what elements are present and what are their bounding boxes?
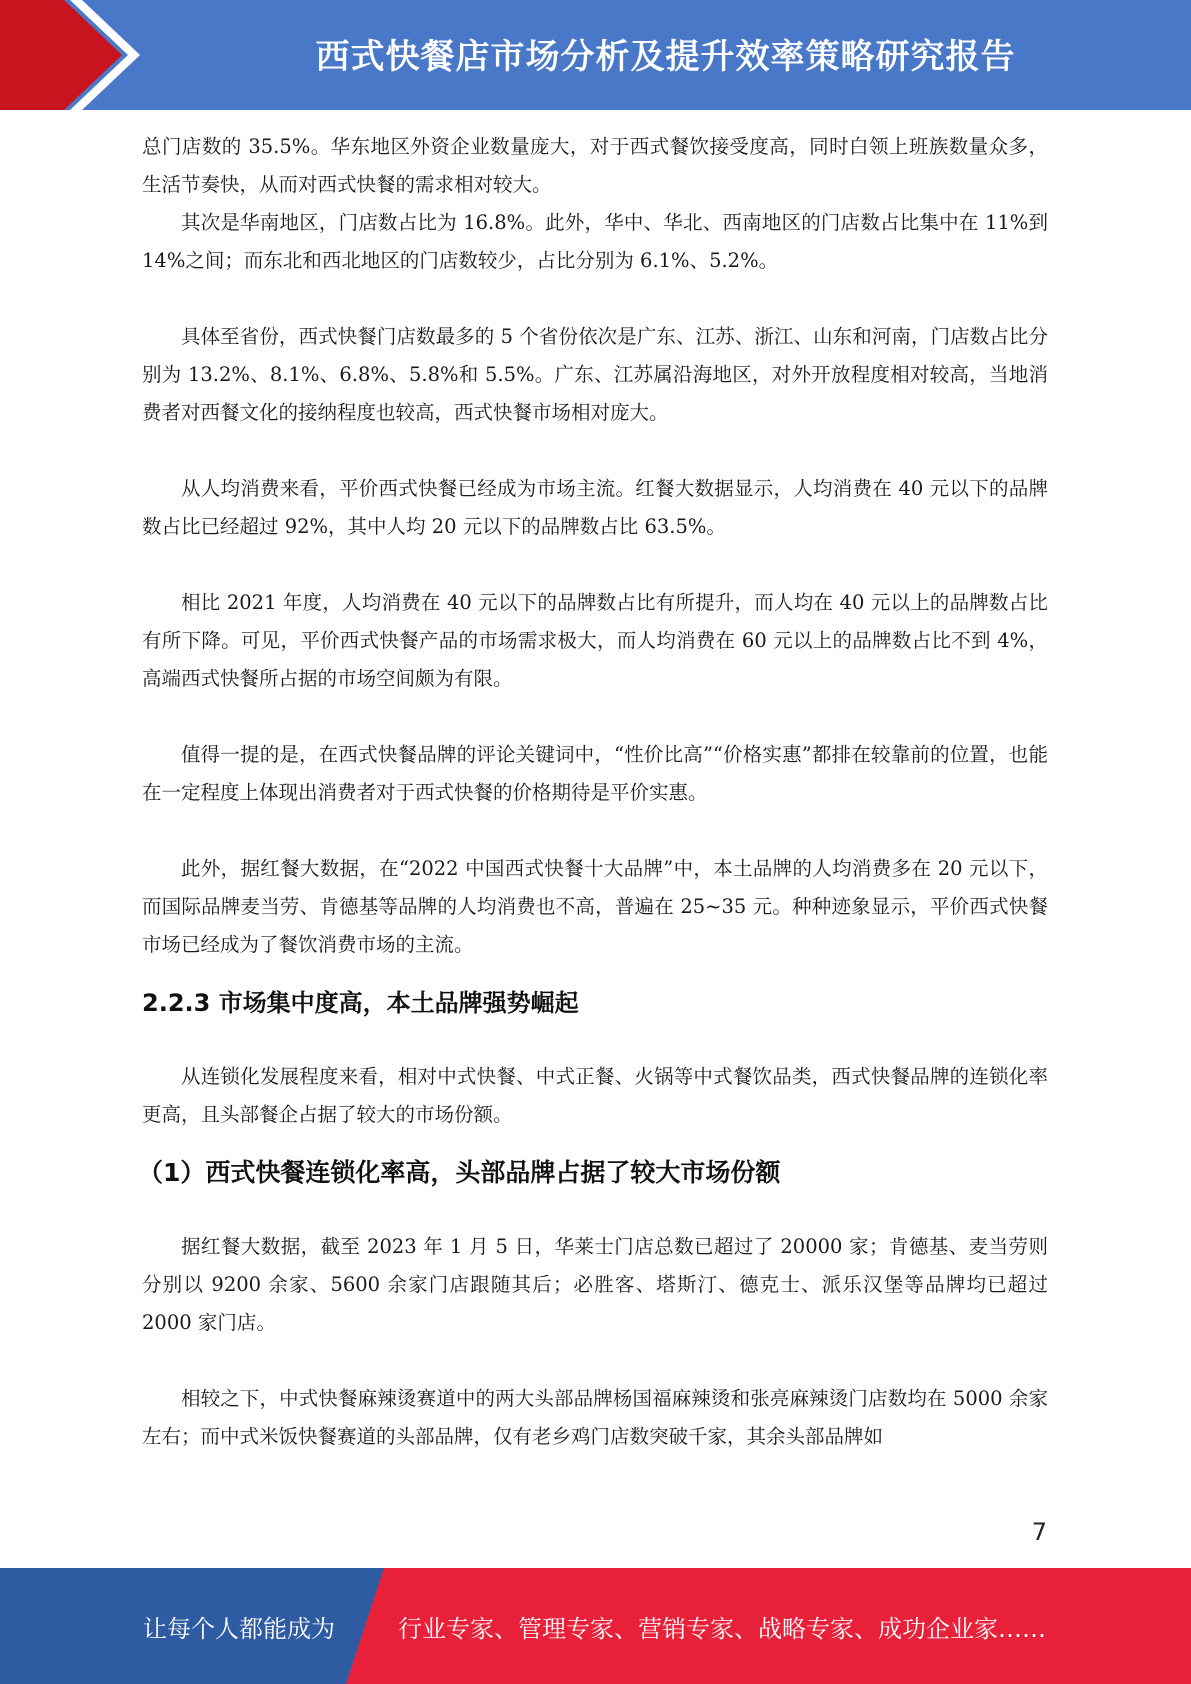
paragraph-5: 相比 2021 年度，人均消费在 40 元以下的品牌数占比有所提升，而人均在 40 元以上的品牌数占比有所下降。可见，平价西式快餐产品的市场需求极大，而人均消费在 60 元以上的品牌数占比不到 4%，高端西式快餐所占据的市场空间颇为有限。 [142,591,1048,690]
section-heading-2-2-3: 2.2.3 市场集中度高，本土品牌强势崛起 [142,989,579,1017]
page-header [0,0,1191,110]
paragraph-6: 值得一提的是，在西式快餐品牌的评论关键词中，“性价比高”“价格实惠”都排在较靠前的位置，也能在一定程度上体现出消费者对于西式快餐的价格期待是平价实惠。 [142,743,1048,804]
paragraph-1: 总门店数的 35.5%。华东地区外资企业数量庞大，对于西式餐饮接受度高，同时白领上班族数量众多，生活节奏快，从而对西式快餐的需求相对较大。 [142,135,1048,196]
paragraph-9: 据红餐大数据，截至 2023 年 1 月 5 日，华莱士门店总数已超过了 20000 家；肯德基、麦当劳则分别以 9200 余家、5600 余家门店跟随其后；必胜客、塔斯汀、德克士、派乐汉堡等品牌均已超过 2000 家门店。 [142,1235,1048,1334]
page-content [138,128,1048,1456]
paragraph-4: 从人均消费来看，平价西式快餐已经成为市场主流。红餐大数据显示，人均消费在 40 元以下的品牌数占比已经超过 92%，其中人均 20 元以下的品牌数占比 63.5%。 [142,477,1048,538]
paragraph-2: 其次是华南地区，门店数占比为 16.8%。此外，华中、华北、西南地区的门店数占比集中在 11%到 14%之间；而东北和西北地区的门店数较少，占比分别为 6.1%、5.2%。 [142,211,1048,272]
page-number: 7 [1031,1518,1047,1546]
paragraph-10: 相较之下，中式快餐麻辣烫赛道中的两大头部品牌杨国福麻辣烫和张亮麻辣烫门店数均在 5000 余家左右；而中式米饭快餐赛道的头部品牌，仅有老乡鸡门店数突破千家，其余头部品牌如 [142,1387,1048,1448]
header-arrow-icon [0,0,150,110]
footer-slogan: 让每个人都能成为 [143,1614,335,1643]
page-footer [0,1568,1191,1684]
paragraph-3: 具体至省份，西式快餐门店数最多的 5 个省份依次是广东、江苏、浙江、山东和河南，门店数占比分别为 13.2%、8.1%、6.8%、5.8%和 5.5%。广东、江苏属沿海地区，对外开放程度相对较高，当地消费者对西餐文化的接纳程度也较高，西式快餐市场相对庞大。 [142,325,1048,424]
paragraph-8: 从连锁化发展程度来看，相对中式快餐、中式正餐、火锅等中式餐饮品类，西式快餐品牌的连锁化率更高，且头部餐企占据了较大的市场份额。 [142,1065,1048,1126]
report-title: 西式快餐店市场分析及提升效率策略研究报告 [315,36,1016,77]
paragraph-7: 此外，据红餐大数据，在“2022 中国西式快餐十大品牌”中，本土品牌的人均消费多在 20 元以下，而国际品牌麦当劳、肯德基等品牌的人均消费也不高，普遍在 25~35 元。种种迹象显示，平价西式快餐市场已经成为了餐饮消费市场的主流。 [142,857,1048,956]
subsection-heading-1: （1）西式快餐连锁化率高，头部品牌占据了较大市场份额 [138,1158,781,1187]
footer-roles: 行业专家、管理专家、营销专家、战略专家、成功企业家…… [398,1614,1046,1643]
